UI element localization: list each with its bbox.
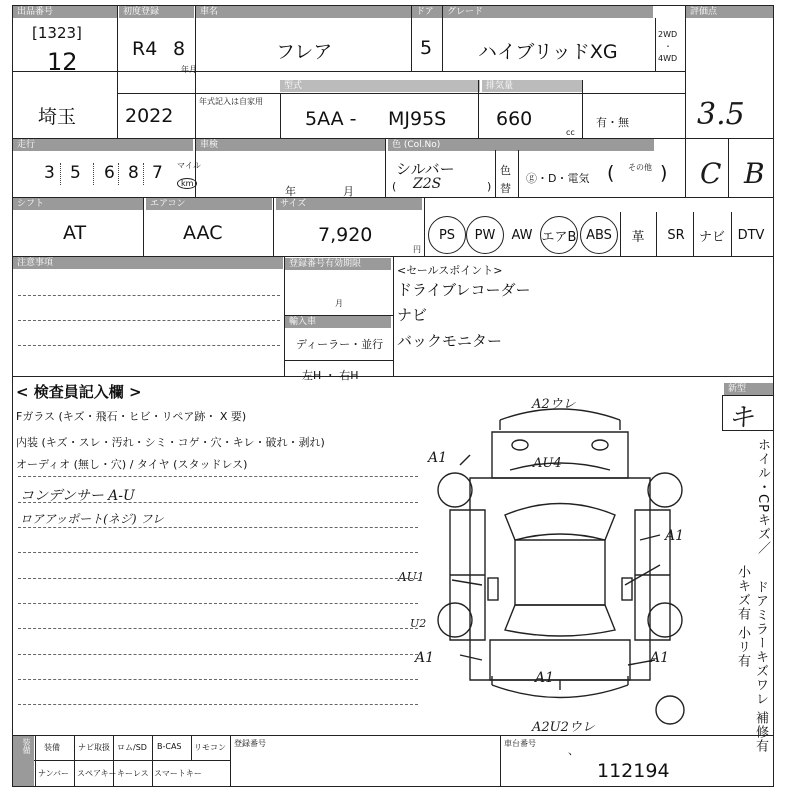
score: 3.5 <box>697 97 745 132</box>
color-kae: 替 <box>500 182 511 195</box>
price-header: サイズ <box>276 198 422 210</box>
side-note-3: ドアミラーキズワレ 補修有 <box>753 580 768 754</box>
import-value: ディーラー・並行 <box>296 338 384 351</box>
paren-open: ( <box>392 180 397 193</box>
damage-hood: AU4 <box>533 456 562 471</box>
inspection-glass: Fガラス (キズ・飛石・ヒビ・リペア跡・ X 要) <box>16 410 247 423</box>
mileage-digit-1: 3 <box>44 163 55 183</box>
shaken-nen: 年 <box>285 185 296 198</box>
inspection-interior: 内装 (キズ・スレ・汚れ・シミ・コゲ・穴・キレ・破れ・剥れ) <box>16 436 325 449</box>
size-unit: 円 <box>413 245 421 254</box>
interior-grade: C <box>700 157 722 190</box>
lot-header: 出品番号 <box>13 6 117 18</box>
rear-right-wheel <box>648 603 682 637</box>
equip-airbag: エアB <box>540 216 578 254</box>
equip-navi: ナビ <box>698 229 725 245</box>
mileage-digit-3: 6 <box>104 163 115 183</box>
size-value: 7,920 <box>318 224 373 246</box>
mileage-digit-4: 8 <box>128 163 139 183</box>
bottom-equip-1: 装備 <box>44 743 60 752</box>
chassis-number: 112194 <box>597 760 670 782</box>
import-header: 輸入車 <box>285 316 391 328</box>
front-right-wheel <box>648 473 682 507</box>
stamp-header: 新型 <box>724 383 773 395</box>
reg-month: 8 <box>173 38 186 60</box>
equip-pw: PW <box>466 216 504 254</box>
lot-number-small: [1323] <box>32 24 82 42</box>
drive-4wd: 4WD <box>658 54 678 63</box>
rear-left-wheel <box>438 603 472 637</box>
bottom-label: 装備 <box>13 736 34 786</box>
mileage-digit-5: 7 <box>152 163 163 183</box>
turbo: 有・無 <box>596 116 629 129</box>
equip-dtv: DTV <box>737 227 765 243</box>
bottom-equip-2: ナビ取扱 <box>78 743 110 752</box>
aircon-header: エアコン <box>146 198 272 210</box>
prefecture: 埼玉 <box>38 106 77 128</box>
other-paren-open: ( <box>607 162 615 184</box>
damage-trunk: A1 <box>535 670 555 686</box>
sales-points-label: <セールスポイント> <box>397 264 503 277</box>
reg-era: R4 <box>132 38 158 60</box>
reg-expiry-header: 登録番号有効期限 <box>285 258 391 270</box>
reg-year: 2022 <box>125 105 174 127</box>
color-code: Z2S <box>413 176 442 192</box>
inspection-title: < 検査員記入欄 > <box>16 383 142 401</box>
damage-left-rear: A1 <box>415 650 435 666</box>
bottom-equip-6: ナンバー <box>38 769 70 778</box>
car-name: フレア <box>276 41 333 63</box>
chassis-label: 車台番号 <box>504 739 536 748</box>
sales-point-2: ナビ <box>397 306 428 324</box>
front-left-wheel <box>438 473 472 507</box>
type-header: 型式 <box>280 80 480 92</box>
bottom-equip-9: スマートキー <box>154 769 202 778</box>
bottom-equip-5: リモコン <box>194 743 226 752</box>
shaken-tsuki: 月 <box>343 185 354 198</box>
first-reg-header: 初度登録 <box>119 6 194 18</box>
paren-close: ) <box>487 180 492 193</box>
color-iro: 色 <box>500 164 511 177</box>
damage-left-door: AU1 <box>398 570 425 584</box>
damage-front-bumper: A2ウレ <box>532 397 576 412</box>
score-header: 評価点 <box>686 6 773 18</box>
displacement-header: 排気量 <box>482 80 582 92</box>
damage-rear-bumper: A2U2ウレ <box>532 720 595 735</box>
inspection-audio: オーディオ (無し・穴) / タイヤ (スタッドレス) <box>16 458 248 471</box>
damage-left-side: U2 <box>410 617 427 630</box>
reg-nen: 年 <box>181 65 189 74</box>
reg-number-label: 登録番号 <box>234 739 266 748</box>
door-count: 5 <box>420 37 433 59</box>
steering: 左H ・ 右H <box>302 369 359 382</box>
equip-sr: SR <box>667 227 685 243</box>
aircon: AAC <box>183 222 223 244</box>
shift: AT <box>63 222 87 244</box>
grade: ハイブリッドXG <box>478 41 618 63</box>
drive-sep: ・ <box>664 42 672 51</box>
km-label: km <box>177 178 197 189</box>
mileage-header: 走行 <box>13 139 193 151</box>
bottom-equip-3: ロム/SD <box>117 743 147 752</box>
lot-number: 12 <box>47 48 78 76</box>
year-note: 年式記入は自家用 <box>199 97 263 106</box>
drive-2wd: 2WD <box>658 30 678 39</box>
exterior-grade: B <box>744 157 765 190</box>
notes-header: 注意事項 <box>13 257 283 269</box>
type-prefix: 5AA - <box>305 108 357 130</box>
rear-glass <box>505 605 615 636</box>
mile-label: マイル <box>177 161 201 170</box>
other-paren-close: ) <box>660 162 668 184</box>
chassis-mark: 、 <box>568 744 579 757</box>
side-note-1: ホイル・CPキズ／ <box>755 438 770 555</box>
damage-right-front-door: A1 <box>665 528 685 544</box>
shaken-header: 車検 <box>196 139 386 151</box>
inspection-hand-2: ロアアッポート(ネジ) フレ <box>20 512 164 526</box>
color-name: シルバー <box>396 160 455 178</box>
bottom-equip-7: スペアキー <box>77 769 117 778</box>
car-name-header: 車名 <box>196 6 411 18</box>
damage-front-left: A1 <box>428 450 448 466</box>
sales-point-1: ドライブレコーダー <box>397 281 531 299</box>
reg-tsuki: 月 <box>189 65 197 74</box>
model-code: MJ95S <box>388 108 447 130</box>
equip-abs: ABS <box>580 216 618 254</box>
windshield <box>505 504 615 541</box>
equip-leather: 革 <box>631 229 645 245</box>
car-diagram <box>400 380 720 730</box>
paint-options: ⓖ・D・電気 <box>526 172 590 185</box>
side-note-2: 小キズ有 小リ有 <box>735 565 750 669</box>
roof <box>515 540 605 605</box>
equip-aw: AW <box>511 227 533 243</box>
sales-point-3: バックモニター <box>397 332 503 350</box>
mileage-digit-2: 5 <box>70 163 81 183</box>
displacement: 660 <box>496 108 533 130</box>
reg-expiry-month: 月 <box>335 299 343 308</box>
bottom-equip-4: B-CAS <box>157 742 182 751</box>
cc-unit: cc <box>566 128 575 137</box>
grade-header: グレード <box>443 6 653 18</box>
paint-other: その他 <box>628 163 652 172</box>
damage-right-rear: A1 <box>650 650 670 666</box>
stamp-value: キ <box>728 403 755 433</box>
door-header: ドア <box>412 6 442 18</box>
inspection-hand-1: コンデンサー A-U <box>20 488 135 504</box>
shift-header: シフト <box>13 198 143 210</box>
equip-ps: PS <box>428 216 466 254</box>
color-header: 色 (Col.No) <box>388 139 654 151</box>
bottom-equip-8: キーレス <box>117 769 149 778</box>
hood <box>492 432 628 478</box>
